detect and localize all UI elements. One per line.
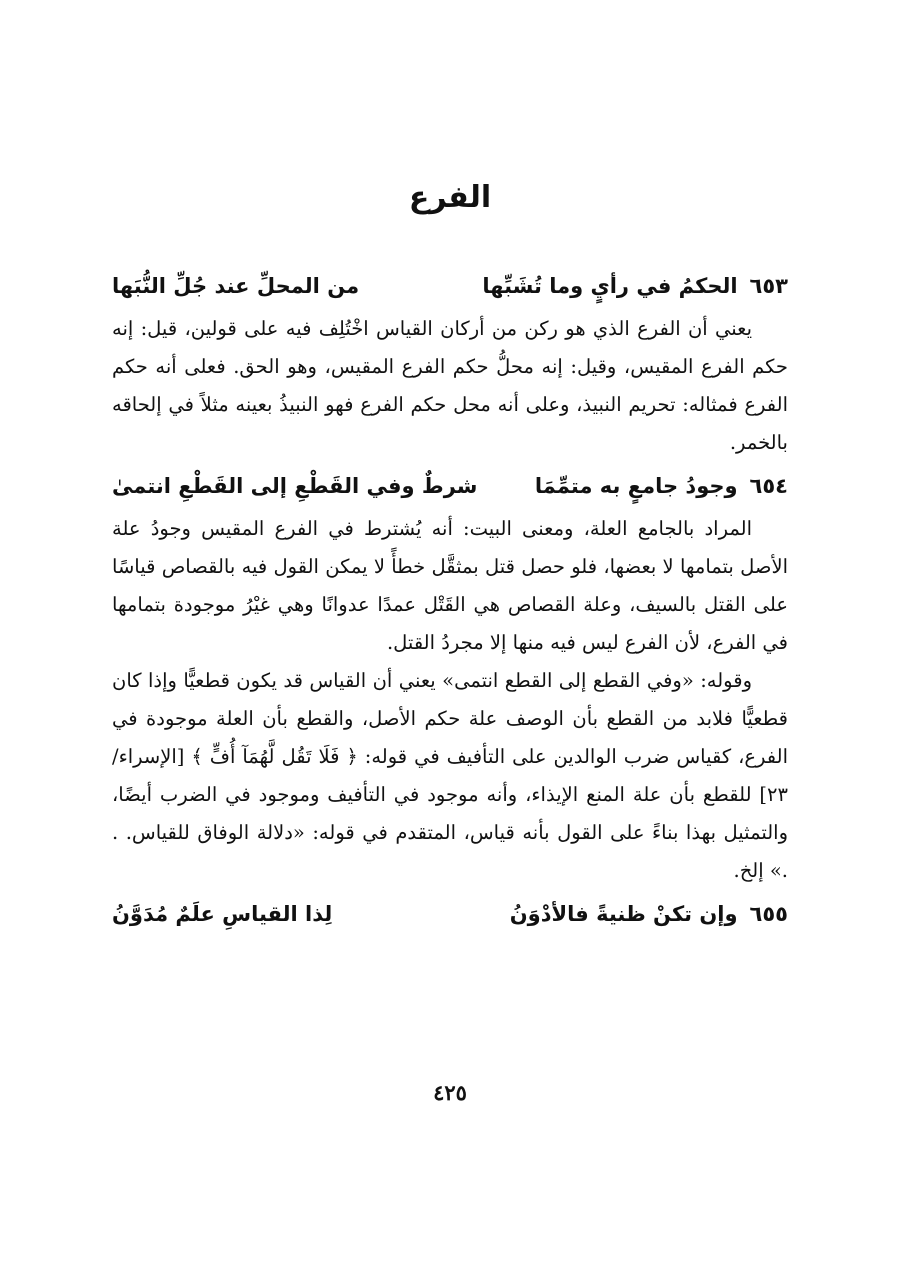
- verse-first-hemistich: وإن تكنْ ظنيةً فالأدْوَنُ: [509, 902, 738, 926]
- commentary-paragraph: يعني أن الفرع الذي هو ركن من أركان القياس اخْتُلِف فيه على قولين، قيل: إنه حكم الفرع المقيس، وقيل: إنه محلُّ حكم الفرع المقيس، وهو الحق. فعلى أنه حكم الفرع فمثاله: تحريم النبيذ، وعلى أنه محل حكم الفرع فهو النبيذُ بعينه مثلاً في إلحاقه بالخمر.: [112, 317, 788, 454]
- commentary-paragraph: المراد بالجامع العلة، ومعنى البيت: أنه يُشترط في الفرع المقيس وجودُ علة الأصل بتمامها لا بعضها، فلو حصل قتل بمثقَّل خطأً لا يمكن القول فيه بالقصاص قياسًا على القتل بالسيف، وعلة القصاص هي القَتْل عمدًا عدوانًا وهي غيْرُ موجودة بتمامها في الفرع، لأن الفرع ليس فيه منها إلا مجردُ القتل.: [112, 517, 788, 654]
- verse-number: ٦٥٥: [749, 902, 788, 926]
- verse-number: ٦٥٣: [749, 274, 788, 298]
- section-title: الفرع: [408, 180, 492, 215]
- page-body: [112, 266, 788, 934]
- verse-second-hemistich: من المحلِّ عند جُلِّ النُّبَها: [112, 274, 360, 298]
- commentary-paragraph: وقوله: «وفي القطع إلى القطع انتمى» يعني أن القياس قد يكون قطعيًّا وإذا كان قطعيًّا فلابد من القطع بأن الوصف علة حكم الأصل، والقطع بأن العلة موجودة في الفرع، كقياس ضرب الوالدين على التأفيف في قوله: ﴿ فَلَا تَقُل لَّهُمَآ أُفٍّ ﴾ [الإسراء/ ٢٣] للقطع بأن علة المنع الإيذاء، وأنه موجود في التأفيف وموجود في الضرب أيضًا، والتمثيل بهذا بناءً على القول بأنه قياس، المتقدم في قوله: «دلالة الوفاق للقياس. . .» إلخ.: [112, 669, 788, 882]
- page-number: ٤٢٥: [433, 1080, 467, 1105]
- verse-line: [112, 894, 788, 934]
- verse-second-hemistich: شرطٌ وفي القَطْعِ إلى القَطْعِ انتمىٰ: [112, 474, 478, 498]
- verse-first-hemistich: الحكمُ في رأيٍ وما تُشَبِّها: [482, 274, 738, 298]
- verse-second-hemistich: لِذا القياسِ علَمٌ مُدَوَّنُ: [112, 902, 333, 926]
- verse-line: [112, 466, 788, 506]
- verse-first-hemistich: وجودُ جامعٍ به متمِّمَا: [534, 474, 738, 498]
- verse-line: [112, 266, 788, 306]
- verse-number: ٦٥٤: [749, 474, 788, 498]
